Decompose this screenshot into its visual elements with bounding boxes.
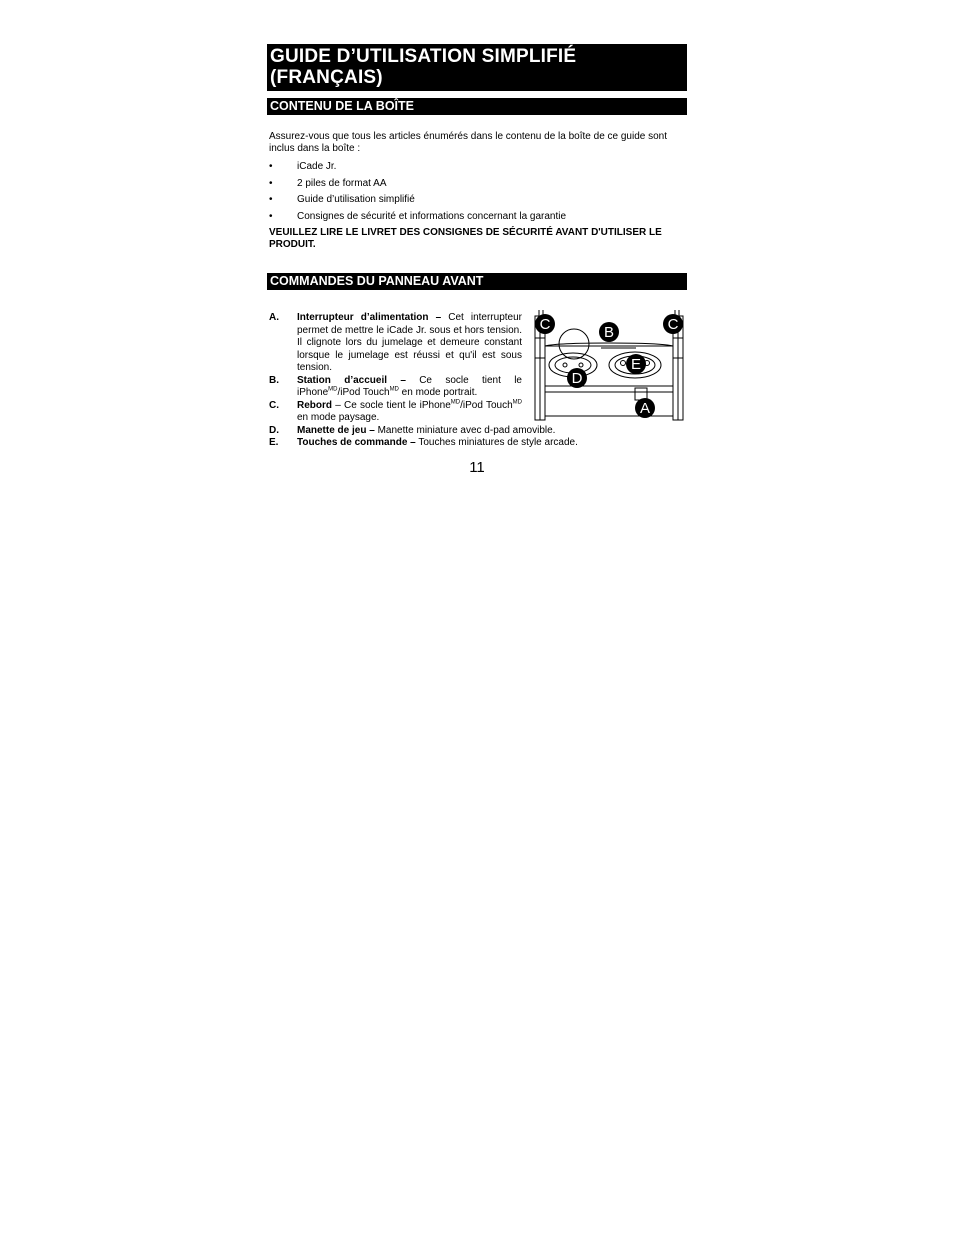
bullet-icon: • xyxy=(269,161,273,172)
label-c-left: C xyxy=(539,316,551,333)
section-heading-front-panel: COMMANDES DU PANNEAU AVANT xyxy=(267,273,687,290)
list-item: • Consignes de sécurité et informations concernant la garantie xyxy=(269,210,567,222)
control-item-a: A. Interrupteur d’alimentation – Cet interrupteur permet de mettre le iCade Jr. sous et hors tension. Il clignote lors du jumelage et demeure constant lorsque le jumelage est réussi et qu'il est sous tension. xyxy=(269,312,522,373)
bullet-icon: • xyxy=(269,177,273,189)
label-a: A xyxy=(639,400,651,417)
label-c-right: C xyxy=(667,316,679,333)
control-item-c: C. Rebord – Ce socle tient le iPhone$^{MD}$/iPod Touch$^{MD}$ en mode paysage. xyxy=(269,399,522,423)
label-d: D xyxy=(571,370,583,387)
title-line-1: GUIDE D’UTILISATION SIMPLIFIÉ xyxy=(270,46,577,67)
section-heading-box-contents: CONTENU DE LA BOÎTE xyxy=(267,98,687,115)
front-panel-controls xyxy=(267,312,687,452)
bullet-icon: • xyxy=(269,210,273,222)
label-e: E xyxy=(630,356,642,373)
label-b: B xyxy=(603,324,615,341)
bullet-icon: • xyxy=(269,194,273,205)
list-item: • Guide d’utilisation simplifié xyxy=(269,194,415,205)
list-item: • 2 piles de format AA xyxy=(269,177,387,189)
title-line-2: (FRANÇAIS) xyxy=(270,67,383,88)
control-item-e: E. Touches de commande – Touches miniatures de style arcade. xyxy=(269,437,578,448)
page-title xyxy=(267,44,687,91)
box-contents-intro: Assurez-vous que tous les articles énumérés dans le contenu de la boîte de ce guide sont inclus dans la boîte : xyxy=(269,131,668,154)
list-item: • iCade Jr. xyxy=(269,161,337,172)
control-item-d: D. Manette de jeu – Manette miniature avec d-pad amovible. xyxy=(269,424,556,436)
control-item-b: B. Station d’accueil – Ce socle tient le iPhone$^{MD}$/iPod Touch$^{MD}$ en mode portrait. xyxy=(269,374,522,398)
manual-page xyxy=(267,44,687,452)
page-number: 11 xyxy=(469,459,485,476)
safety-warning: VEUILLEZ LIRE LE LIVRET DES CONSIGNES DE SÉCURITÉ AVANT D'UTILISER LE PRODUIT. xyxy=(269,227,662,250)
device-front-diagram xyxy=(531,308,687,422)
box-contents-list xyxy=(267,161,687,223)
